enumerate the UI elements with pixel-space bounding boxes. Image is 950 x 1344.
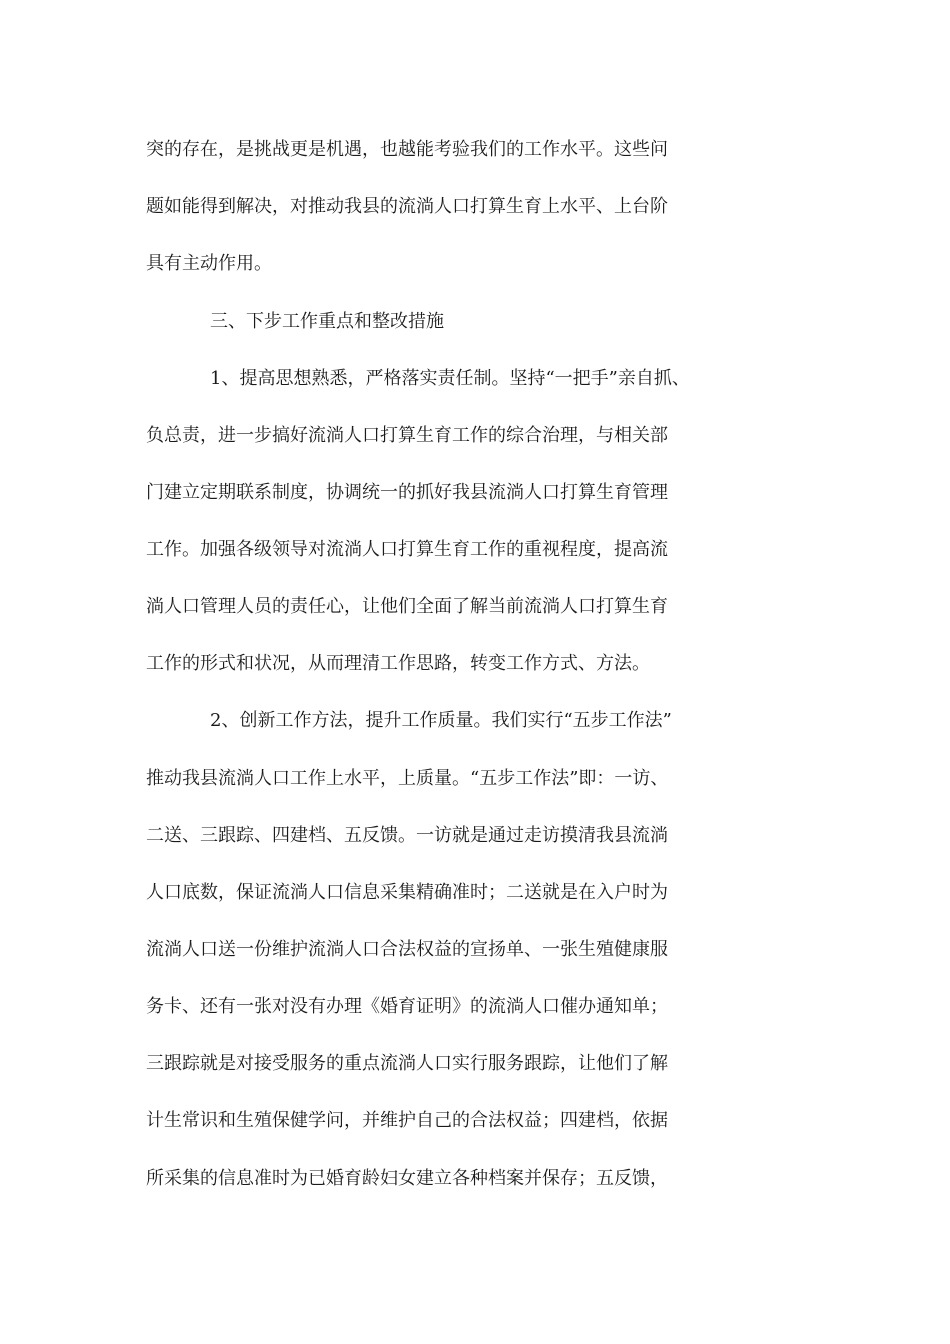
text-line: 流淌人口送一份维护流淌人口合法权益的宣扬单、一张生殖健康服 — [146, 939, 668, 960]
text-line: 具有主动作用。 — [146, 253, 272, 274]
text-line: 所采集的信息准时为已婚育龄妇女建立各种档案并保存；五反馈， — [146, 1168, 668, 1189]
text-line: 淌人口管理人员的责任心，让他们全面了解当前流淌人口打算生育 — [146, 596, 668, 617]
text-line: 工作的形式和状况，从而理清工作思路，转变工作方式、方法。 — [146, 653, 650, 674]
text-line: 负总责，进一步搞好流淌人口打算生育工作的综合治理，与相关部 — [146, 425, 668, 446]
section-heading: 三、下步工作重点和整改措施 — [210, 311, 444, 332]
text-line: 门建立定期联系制度，协调统一的抓好我县流淌人口打算生育管理 — [146, 482, 668, 503]
paragraph-start: 2、创新工作方法，提升工作质量。我们实行“五步工作法” — [210, 710, 672, 731]
text-line: 计生常识和生殖保健学问，并维护自己的合法权益；四建档，依据 — [146, 1110, 668, 1131]
text-line: 人口底数，保证流淌人口信息采集精确准时；二送就是在入户时为 — [146, 882, 668, 903]
text-line: 题如能得到解决，对推动我县的流淌人口打算生育上水平、上台阶 — [146, 196, 668, 217]
text-line: 推动我县流淌人口工作上水平，上质量。“五步工作法”即：一访、 — [146, 768, 669, 789]
text-line: 二送、三跟踪、四建档、五反馈。一访就是通过走访摸清我县流淌 — [146, 825, 668, 846]
paragraph-start: 1、提高思想熟悉，严格落实责任制。坚持“一把手”亲自抓、 — [210, 368, 690, 389]
text-line: 务卡、还有一张对没有办理《婚育证明》的流淌人口催办通知单； — [146, 996, 668, 1017]
text-line: 三跟踪就是对接受服务的重点流淌人口实行服务跟踪，让他们了解 — [146, 1053, 668, 1074]
text-line: 工作。加强各级领导对流淌人口打算生育工作的重视程度，提高流 — [146, 539, 668, 560]
text-line: 突的存在，是挑战更是机遇，也越能考验我们的工作水平。这些问 — [146, 139, 668, 160]
